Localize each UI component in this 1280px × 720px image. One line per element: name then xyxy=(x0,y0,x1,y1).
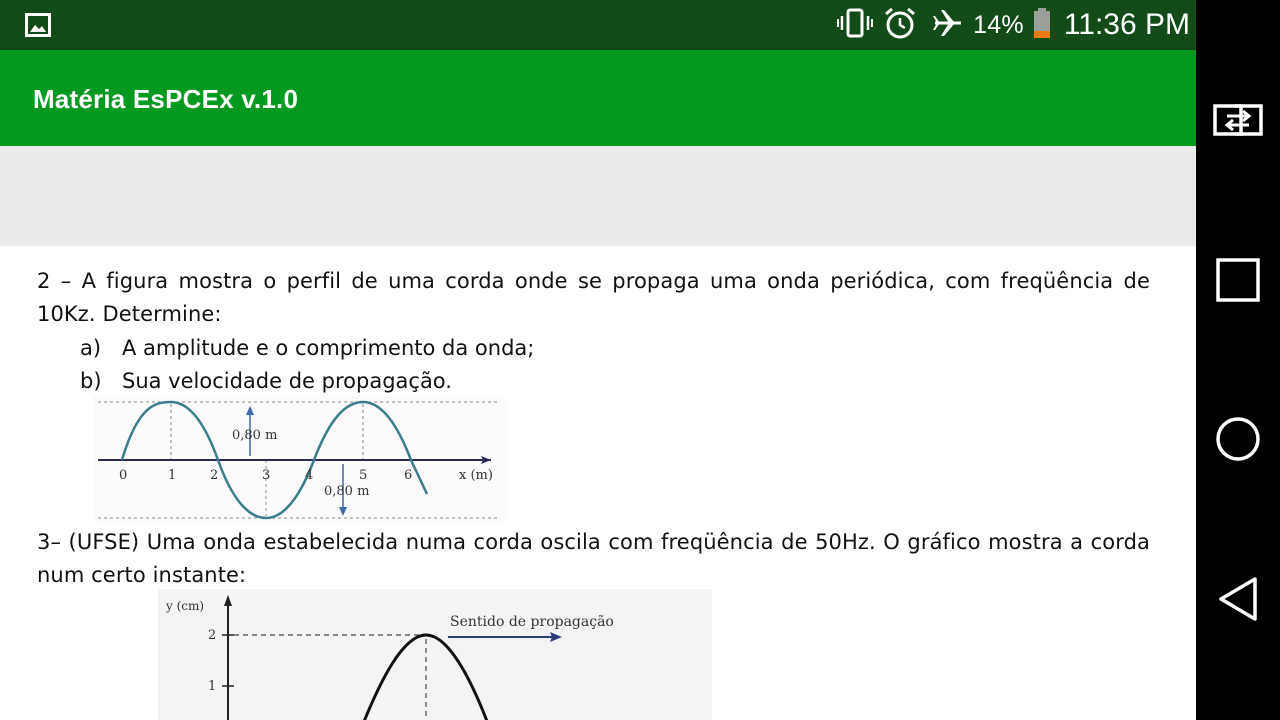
document-content[interactable] xyxy=(0,246,1196,720)
item-label: b) xyxy=(80,369,102,393)
tick-label: 3 xyxy=(262,468,271,483)
x-axis-label: x (m) xyxy=(459,468,493,483)
propagation-label: Sentido de propagação xyxy=(450,614,614,630)
home-button[interactable] xyxy=(1196,416,1280,466)
back-button[interactable] xyxy=(1196,576,1280,626)
app-bar xyxy=(0,50,1196,146)
overview-button[interactable] xyxy=(1196,258,1280,306)
app-title: Matéria EsPCEx v.1.0 xyxy=(33,84,299,114)
tick-label: 2 xyxy=(210,468,219,483)
question-3-text: 3– (UFSE) Uma onda estabelecida numa corda oscila com freqüência de 50Hz. O gráfico mostra a corda num certo instante: xyxy=(37,530,1150,587)
vibrate-icon xyxy=(837,8,873,42)
amplitude-label-top: 0,80 m xyxy=(232,428,278,443)
question-2-text: 2 – A figura mostra o perfil de uma corda onde se propaga uma onda periódica, com freqüência de 10Kz. Determine: xyxy=(37,269,1150,326)
tick-label: 5 xyxy=(359,468,368,483)
tick-label: 6 xyxy=(404,468,413,483)
item-text: Sua velocidade de propagação. xyxy=(122,369,452,393)
navigation-bar xyxy=(1196,0,1280,720)
question-2-item-a xyxy=(80,332,534,365)
recents-swap-icon xyxy=(1211,100,1265,144)
battery-icon xyxy=(1032,8,1052,42)
tick-label: 0 xyxy=(119,468,128,483)
wave-figure xyxy=(93,396,505,522)
alarm-icon xyxy=(883,6,917,44)
y-tick-label: 2 xyxy=(208,628,217,643)
item-text: A amplitude e o comprimento da onda; xyxy=(122,336,535,360)
airplane-icon xyxy=(931,7,963,43)
tick-label: 1 xyxy=(168,468,177,483)
status-bar xyxy=(0,0,1196,50)
string-figure xyxy=(158,589,712,720)
amplitude-arrowhead xyxy=(246,406,254,415)
home-circle-icon xyxy=(1215,416,1261,466)
banner-area xyxy=(0,146,1196,246)
clock: 11:36 PM xyxy=(1063,8,1190,41)
y-tick-label: 1 xyxy=(208,679,217,694)
tick-label: 4 xyxy=(305,468,314,483)
gallery-icon xyxy=(25,13,51,41)
amplitude-label-bottom: 0,80 m xyxy=(324,484,370,499)
amplitude-arrowhead xyxy=(339,507,347,516)
item-label: a) xyxy=(80,336,102,360)
battery-percent: 14% xyxy=(973,10,1024,39)
recents-swap-button[interactable] xyxy=(1196,100,1280,144)
y-axis-label: y (cm) xyxy=(166,599,205,613)
overview-square-icon xyxy=(1216,258,1260,306)
question-2-item-b xyxy=(80,365,452,398)
back-triangle-icon xyxy=(1217,576,1259,626)
y-axis-arrow xyxy=(224,595,232,606)
